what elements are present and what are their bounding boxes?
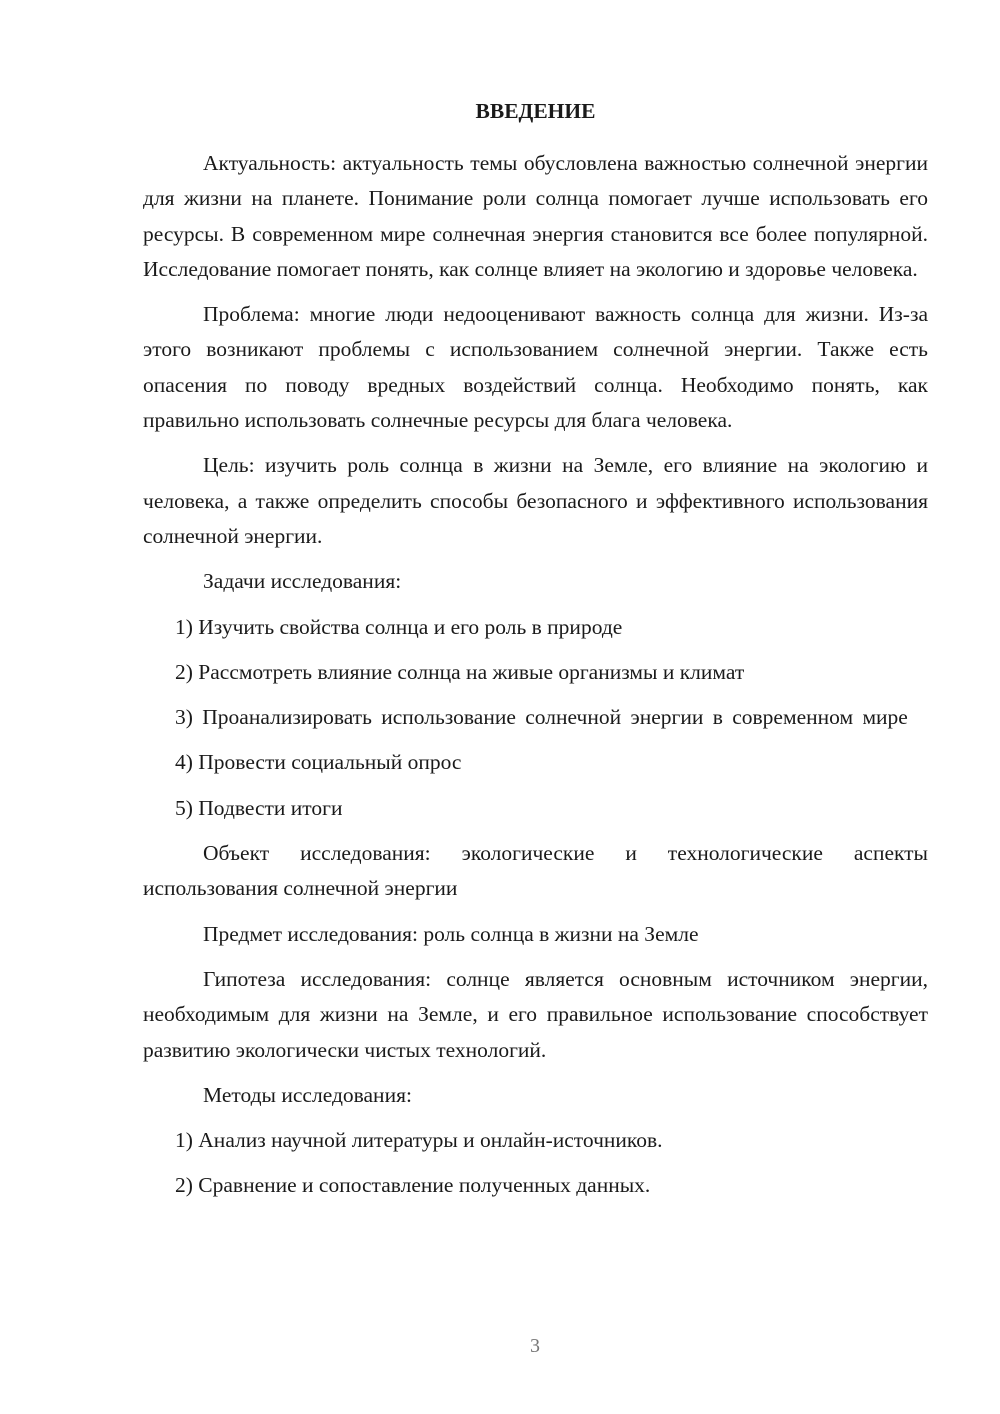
task-item: 2) Рассмотреть влияние солнца на живые организмы и климат (175, 659, 745, 684)
relevance-paragraph: Актуальность: актуальность темы обусловлена важностью солнечной энергии для жизни на планете. Понимание роли солнца помогает лучше использовать его ресурсы. В современном мире солнечная энергия становится все более популярной. Исследование помогает понять, как солнце влияет на экологию и здоровье человека. (143, 151, 928, 281)
task-item: 1) Изучить свойства солнца и его роль в природе (175, 614, 623, 639)
object-paragraph: Объект исследования: экологические и технологические аспекты использования солнечной энергии (143, 841, 928, 901)
page-content (143, 97, 928, 1214)
subject-paragraph: Предмет исследования: роль солнца в жизни на Земле (203, 921, 699, 946)
task-item: 4) Провести социальный опрос (175, 750, 462, 775)
method-item: 2) Сравнение и сопоставление полученных данных. (175, 1173, 651, 1198)
task-item: 3) Проанализировать использование солнечной энергии в современном мире (175, 705, 908, 730)
task-item: 5) Подвести итоги (175, 795, 343, 820)
hypothesis-paragraph: Гипотеза исследования: солнце является основным источником энергии, необходимым для жизни на Земле, и его правильное использование способствует развитию экологически чистых технологий. (143, 966, 928, 1062)
methods-heading: Методы исследования: (203, 1082, 412, 1107)
page-number: 3 (530, 1335, 540, 1357)
goal-paragraph: Цель: изучить роль солнца в жизни на Земле, его влияние на экологию и человека, а также определить способы безопасного и эффективного использования солнечной энергии. (143, 453, 928, 548)
problem-paragraph: Проблема: многие люди недооценивают важность солнца для жизни. Из-за этого возникают проблемы с использованием солнечной энергии. Также есть опасения по поводу вредных воздействий солнца. Необходимо понять, как правильно использовать солнечные ресурсы для блага человека. (143, 302, 928, 433)
tasks-heading: Задачи исследования: (203, 569, 402, 594)
section-title: ВВЕДЕНИЕ (475, 99, 596, 123)
method-item: 1) Анализ научной литературы и онлайн-источников. (175, 1128, 663, 1153)
